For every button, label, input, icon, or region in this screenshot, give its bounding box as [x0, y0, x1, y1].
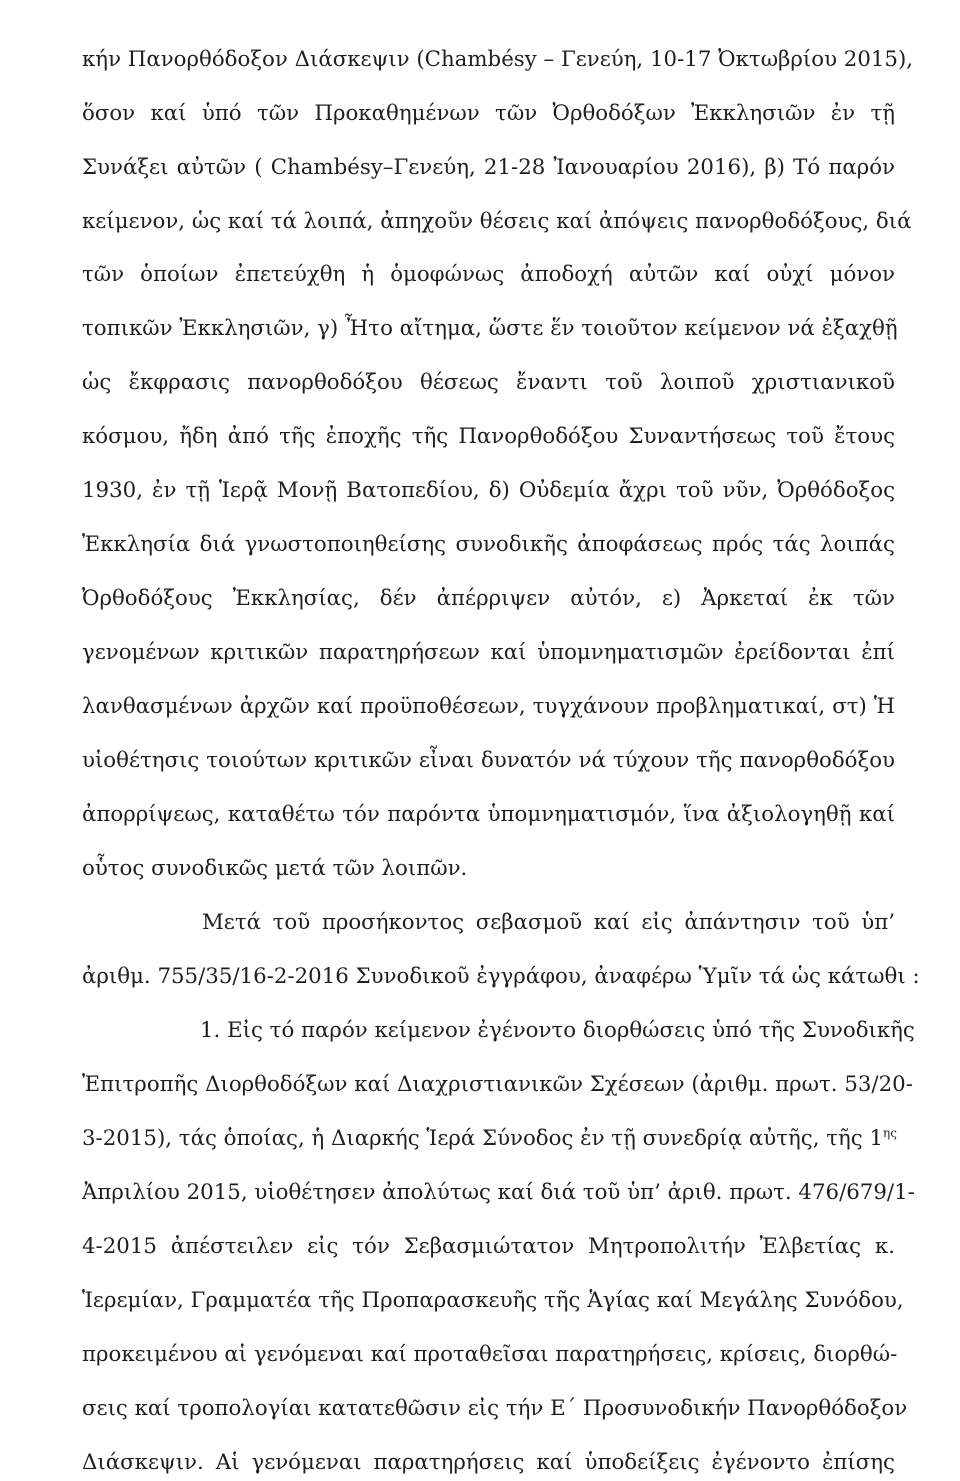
text-line: κήν Πανορθόδοξον Διάσκεψιν (Chambésy – Γενεύη, 10-17 Ὀκτωβρίου 2015),: [82, 47, 914, 72]
text-line: Ἐκκλησία διά γνωστοποιηθείσης συνοδικῆς ἀποφάσεως πρός τάς λοιπάς: [82, 532, 895, 557]
text-line: υἱοθέτησις τοιούτων κριτικῶν εἶναι δυνατόν νά τύχουν τῆς πανορθοδόξου: [82, 748, 895, 773]
text-line: Ἐπιτροπῆς Διορθοδόξων καί Διαχριστιανικῶν Σχέσεων (ἀριθμ. πρωτ. 53/20-: [82, 1072, 913, 1097]
text-line: Μετά τοῦ προσήκοντος σεβασμοῦ καί εἰς ἀπάντησιν τοῦ ὑπ’: [202, 910, 895, 935]
text-line: ὅσον καί ὑπό τῶν Προκαθημένων τῶν Ὀρθοδόξων Ἐκκλησιῶν ἐν τῇ: [82, 101, 895, 126]
text-line: ἀριθμ. 755/35/16-2-2016 Συνοδικοῦ ἐγγράφου, ἀναφέρω Ὑμῖν τά ὡς κάτωθι :: [82, 964, 920, 989]
text-line: ἀπορρίψεως, καταθέτω τόν παρόντα ὑπομνηματισμόν, ἵνα ἀξιολογηθῇ καί: [82, 802, 895, 827]
text-line: 4-2015 ἀπέστειλεν εἰς τόν Σεβασμιώτατον Μητροπολιτήν Ἐλβετίας κ.: [82, 1234, 895, 1259]
text-line: κόσμου, ἤδη ἀπό τῆς ἐποχῆς τῆς Πανορθοδόξου Συναντήσεως τοῦ ἔτους: [82, 424, 895, 449]
text-line: Ἀπριλίου 2015, υἱοθέτησεν ἀπολύτως καί διά τοῦ ὑπ’ ἀριθ. πρωτ. 476/679/1-: [82, 1180, 915, 1205]
text-line: λανθασμένων ἀρχῶν καί προϋποθέσεων, τυγχάνουν προβληματικαί, στ) Ἡ: [82, 694, 895, 719]
text-line: οὗτος συνοδικῶς μετά τῶν λοιπῶν.: [82, 856, 468, 881]
text-line: Διάσκεψιν. Αἱ γενόμεναι παρατηρήσεις καί ὑποδείξεις ἐγένοντο ἐπίσης: [82, 1450, 895, 1475]
text-line: 1930, ἐν τῇ Ἱερᾷ Μονῇ Βατοπεδίου, δ) Οὐδεμία ἄχρι τοῦ νῦν, Ὀρθόδοξος: [82, 478, 895, 503]
text-line-body: 3-2015), τάς ὁποίας, ἡ Διαρκής Ἱερά Σύνοδος ἐν τῇ συνεδρίᾳ αὐτῆς, τῆς 1: [82, 1126, 884, 1151]
text-line: κείμενον, ὡς καί τά λοιπά, ἀπηχοῦν θέσεις καί ἀπόψεις πανορθοδόξους, διά: [82, 209, 912, 234]
text-line: Συνάξει αὐτῶν ( Chambésy–Γενεύη, 21-28 Ἰανουαρίου 2016), β) Τό παρόν: [82, 155, 895, 180]
text-line: τῶν ὁποίων ἐπετεύχθη ἡ ὁμοφώνως ἀποδοχή αὐτῶν καί οὐχί μόνον: [82, 262, 895, 287]
text-line: [82, 1121, 895, 1157]
text-line: προκειμένου αἱ γενόμεναι καί προταθεῖσαι παρατηρήσεις, κρίσεις, διορθώ-: [82, 1342, 898, 1367]
text-line: γενομένων κριτικῶν παρατηρήσεων καί ὑπομνηματισμῶν ἐρείδονται ἐπί: [82, 640, 895, 665]
ordinal-superscript: ης: [883, 1125, 897, 1140]
text-line: Ὀρθοδόξους Ἐκκλησίας, δέν ἀπέρριψεν αὐτόν, ε) Ἀρκεταί ἐκ τῶν: [82, 586, 895, 611]
text-line: ὡς ἔκφρασις πανορθοδόξου θέσεως ἔναντι τοῦ λοιποῦ χριστιανικοῦ: [82, 370, 895, 395]
text-line: Ἱερεμίαν, Γραμματέα τῆς Προπαρασκευῆς τῆς Ἁγίας καί Μεγάλης Συνόδου,: [82, 1288, 904, 1313]
list-item-line: 1. Εἰς τό παρόν κείμενον ἐγένοντο διορθώσεις ὑπό τῆς Συνοδικῆς: [200, 1018, 915, 1043]
text-line: σεις καί τροπολογίαι κατατεθῶσιν εἰς τήν Ε΄ Προσυνοδικήν Πανορθόδοξον: [82, 1396, 908, 1421]
text-line: τοπικῶν Ἐκκλησιῶν, γ) Ἦτο αἴτημα, ὥστε ἕν τοιοῦτον κείμενον νά ἐξαχθῇ: [82, 316, 898, 341]
